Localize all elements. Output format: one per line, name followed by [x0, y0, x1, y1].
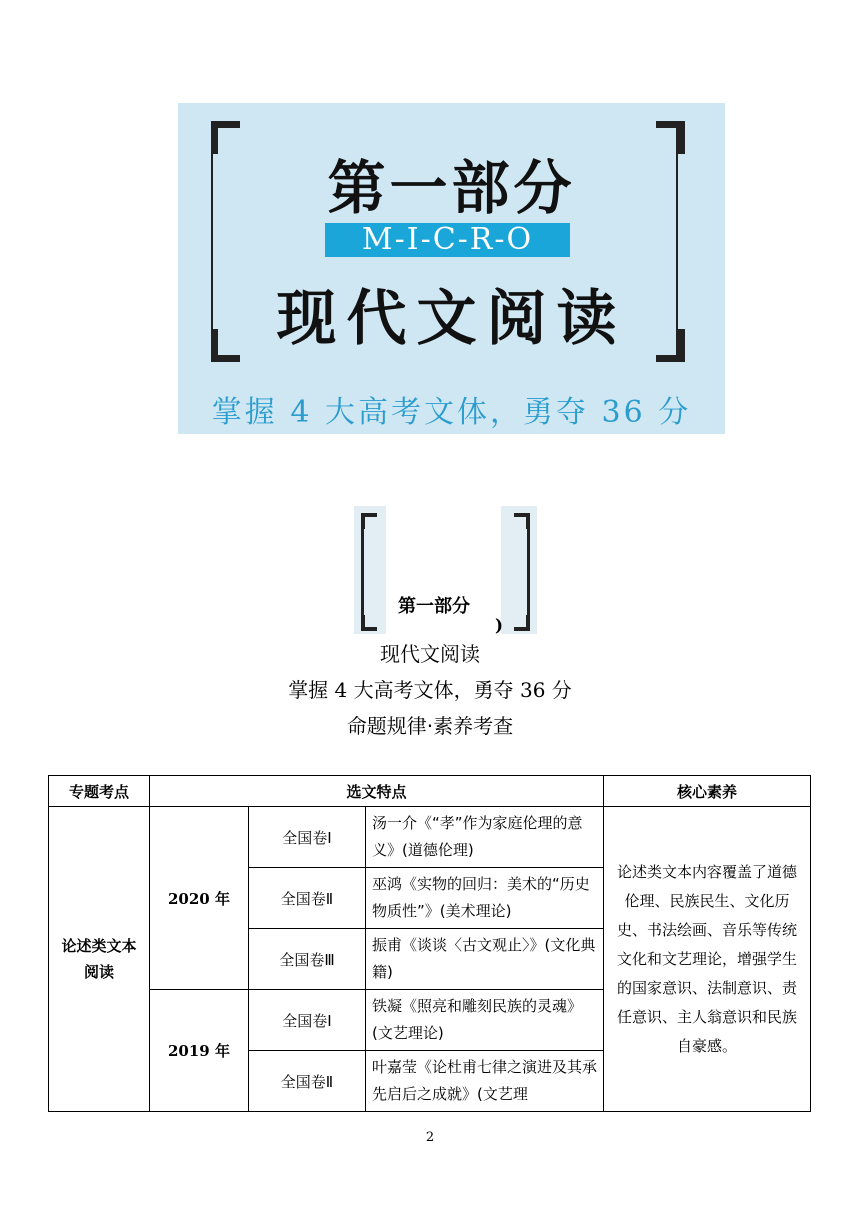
header-core: 核心素养 [604, 776, 811, 807]
paper-cell: 全国卷Ⅰ [249, 807, 366, 868]
cover-banner [178, 103, 725, 434]
feature-cell: 叶嘉莹《论杜甫七律之演进及其承先启后之成就》(文艺理 [366, 1051, 604, 1112]
topic-cell: 论述类文本阅读 [49, 807, 150, 1112]
paper-cell: 全国卷Ⅲ [249, 929, 366, 990]
feature-cell: 铁凝《照亮和雕刻民族的灵魂》(文艺理论) [366, 990, 604, 1051]
paper-cell: 全国卷Ⅱ [249, 1051, 366, 1112]
year-cell: 2020 年 [150, 807, 249, 990]
feature-cell: 汤一介《“孝”作为家庭伦理的意义》(道德伦理) [366, 807, 604, 868]
feature-cell: 巫鸿《实物的回归：美术的“历史物质性”》(美术理论) [366, 868, 604, 929]
paper-cell: 全国卷Ⅱ [249, 868, 366, 929]
section-heading: 命题规律·素养考查 [346, 714, 514, 738]
banner-tagline: 掌握 4 大高考文体，勇夺 36 分 [211, 395, 692, 430]
core-cell: 论述类文本内容覆盖了道德伦理、民族民生、文化历史、书法绘画、音乐等传统文化和文艺理论，增强学生的国家意识、法制意识、责任意识、主人翁意识和民族自豪感。 [604, 807, 811, 1112]
header-topic: 专题考点 [49, 776, 150, 807]
page-number: 2 [425, 1130, 435, 1145]
exam-analysis-table [48, 775, 811, 1112]
small-right-bracket [527, 513, 530, 631]
table-row [49, 807, 811, 868]
year-cell: 2019 年 [150, 990, 249, 1112]
bracket-corner [361, 615, 377, 631]
paper-cell: 全国卷Ⅰ [249, 990, 366, 1051]
bracket-corner [361, 513, 377, 529]
banner-subtitle: 现代文阅读 [276, 284, 627, 354]
banner-title: 第一部分 [327, 154, 576, 222]
feature-cell: 振甫《谈谈〈古文观止〉》(文化典籍) [366, 929, 604, 990]
small-left-bracket [361, 513, 364, 631]
section-subtitle: 现代文阅读 [380, 642, 480, 666]
section-tagline: 掌握 4 大高考文体，勇夺 36 分 [288, 678, 572, 702]
header-features: 选文特点 [150, 776, 604, 807]
table-header-row [49, 776, 811, 807]
bracket-corner [514, 615, 530, 631]
part-label: 第一部分 [398, 596, 470, 617]
stray-paren: ) [495, 616, 504, 636]
micro-label: M-I-C-R-O [325, 223, 570, 257]
bracket-corner [514, 513, 530, 529]
